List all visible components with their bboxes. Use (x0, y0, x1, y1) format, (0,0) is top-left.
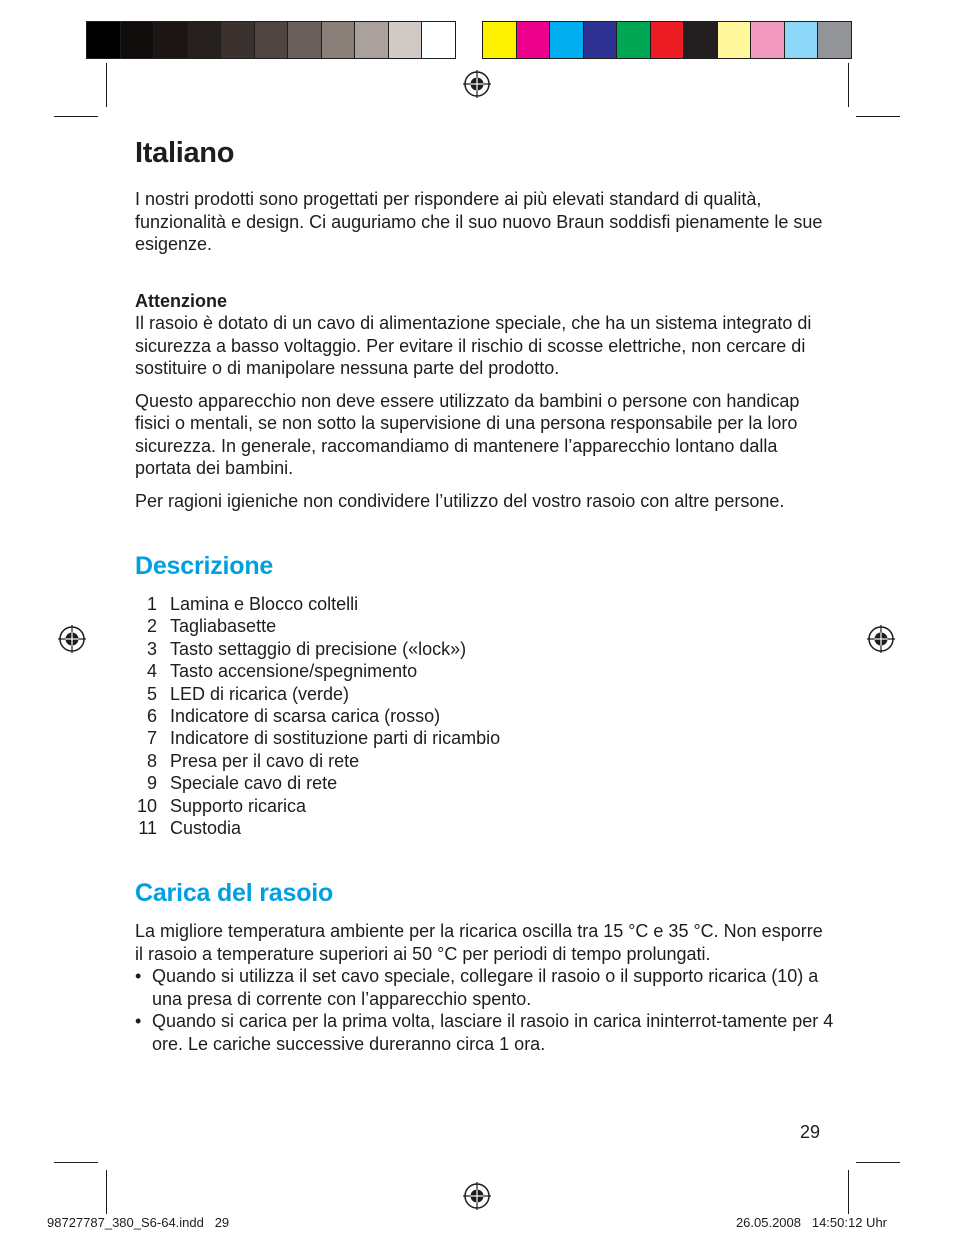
process-color-bar (482, 21, 852, 59)
item-number: 9 (146, 773, 157, 794)
item-number: 2 (146, 616, 157, 637)
page-title: Italiano (135, 137, 235, 169)
color-swatch (517, 22, 551, 58)
crop-mark-top-left-vertical (106, 63, 107, 107)
bullet-text: Quando si carica per la prima volta, lasciare il rasoio in carica ininterrot-tamente per 4 ore. Le cariche successive dureranno circa 1 ora. (152, 1011, 834, 1054)
item-number: 8 (146, 750, 157, 771)
description-list (135, 593, 835, 839)
color-swatch (87, 22, 121, 58)
charging-paragraph: La migliore temperatura ambiente per la ricarica oscilla tra 15 °C e 35 °C. Non esporre il rasoio a temperature superiori ai 50 °C per periodi di tempo prolungati. (135, 921, 823, 964)
crop-mark-bottom-left-vertical (106, 1170, 107, 1214)
page-number: 29 (799, 1122, 820, 1142)
color-swatch (584, 22, 618, 58)
item-number: 11 (138, 818, 157, 839)
warning-paragraph: Questo apparecchio non deve essere utilizzato da bambini o persone con handicap fisici o mentali, se non sotto la supervisione di una persona responsabile per la loro sicurezza. In generale, raccomandiamo di mantenere l’apparecchio lontano dalla portata dei bambini. (135, 390, 800, 478)
item-label: Custodia (170, 818, 242, 839)
footer-file-info: 98727787_380_S6-64.indd 29 (47, 1215, 230, 1230)
item-number: 10 (136, 795, 157, 816)
color-swatch (422, 22, 456, 58)
item-label: Tagliabasette (170, 616, 277, 637)
list-item (135, 727, 835, 749)
item-label: Lamina e Blocco coltelli (170, 594, 359, 614)
list-item (135, 772, 835, 794)
bullet-item (135, 965, 835, 1010)
registration-mark-icon (58, 625, 86, 653)
gray-scale-color-bar (86, 21, 456, 59)
color-swatch (355, 22, 389, 58)
list-item (135, 660, 835, 682)
color-swatch (188, 22, 222, 58)
item-label: LED di ricarica (verde) (170, 683, 350, 704)
item-number: 7 (146, 728, 157, 749)
list-item (135, 593, 835, 615)
color-swatch (322, 22, 356, 58)
crop-mark-top-right-horizontal (856, 116, 900, 117)
color-swatch (221, 22, 255, 58)
crop-mark-top-right-vertical (848, 63, 849, 107)
item-label: Indicatore di sostituzione parti di ricambio (170, 728, 501, 749)
color-swatch (389, 22, 423, 58)
crop-mark-bottom-right-vertical (848, 1170, 849, 1214)
color-swatch (617, 22, 651, 58)
color-swatch (785, 22, 819, 58)
item-label: Tasto settaggio di precisione («lock») (170, 638, 467, 659)
color-swatch (121, 22, 155, 58)
registration-mark-icon (463, 1182, 491, 1210)
color-swatch (550, 22, 584, 58)
color-swatch (684, 22, 718, 58)
item-number: 5 (146, 683, 157, 704)
bullet-text: Quando si utilizza il set cavo speciale, collegare il rasoio o il supporto ricarica (10) a una presa di corrente con l’apparecchio spento. (152, 966, 819, 1009)
footer-timestamp: 26.05.2008 14:50:12 Uhr (735, 1215, 887, 1230)
crop-mark-bottom-right-horizontal (856, 1162, 900, 1163)
description-heading: Descrizione (135, 552, 274, 580)
item-label: Presa per il cavo di rete (170, 750, 360, 771)
color-swatch (483, 22, 517, 58)
color-swatch (751, 22, 785, 58)
item-label: Tasto accensione/spegnimento (170, 661, 418, 682)
crop-mark-bottom-left-horizontal (54, 1162, 98, 1163)
warning-paragraph: Il rasoio è dotato di un cavo di alimentazione speciale, che ha un sistema integrato di sicurezza a basso voltaggio. Per evitare il rischio di scosse elettriche, non cercare di sostituire o di manipolare nessuna parte del prodotto. (135, 313, 812, 378)
bullet-icon: • (135, 966, 142, 987)
item-number: 6 (146, 706, 157, 727)
list-item (135, 817, 835, 839)
registration-mark-icon (463, 70, 491, 98)
warning-heading: Attenzione (135, 290, 227, 311)
list-item (135, 750, 835, 772)
color-swatch (255, 22, 289, 58)
list-item (135, 795, 835, 817)
list-item (135, 683, 835, 705)
color-swatch (818, 22, 852, 58)
color-swatch (651, 22, 685, 58)
list-item (135, 615, 835, 637)
bullet-icon: • (135, 1011, 142, 1032)
warning-paragraph: Per ragioni igieniche non condividere l’utilizzo del vostro rasoio con altre persone. (135, 490, 785, 511)
item-label: Indicatore di scarsa carica (rosso) (170, 706, 441, 727)
color-swatch (718, 22, 752, 58)
intro-paragraph: I nostri prodotti sono progettati per rispondere ai più elevati standard di qualità, funzionalità e design. Ci auguriamo che il suo nuovo Braun soddisfi pienamente le sue esigenze. (135, 189, 823, 254)
color-swatch (154, 22, 188, 58)
list-item (135, 705, 835, 727)
crop-mark-top-left-horizontal (54, 116, 98, 117)
charging-bullet-list (135, 965, 835, 1055)
page-content (135, 137, 835, 1055)
item-label: Speciale cavo di rete (170, 773, 338, 794)
item-number: 3 (146, 638, 157, 659)
charging-heading: Carica del rasoio (135, 879, 334, 908)
bullet-item (135, 1010, 835, 1055)
list-item (135, 638, 835, 660)
color-swatch (288, 22, 322, 58)
registration-mark-icon (867, 625, 895, 653)
item-number: 4 (146, 661, 157, 682)
item-number: 1 (146, 594, 157, 614)
item-label: Supporto ricarica (170, 795, 307, 816)
